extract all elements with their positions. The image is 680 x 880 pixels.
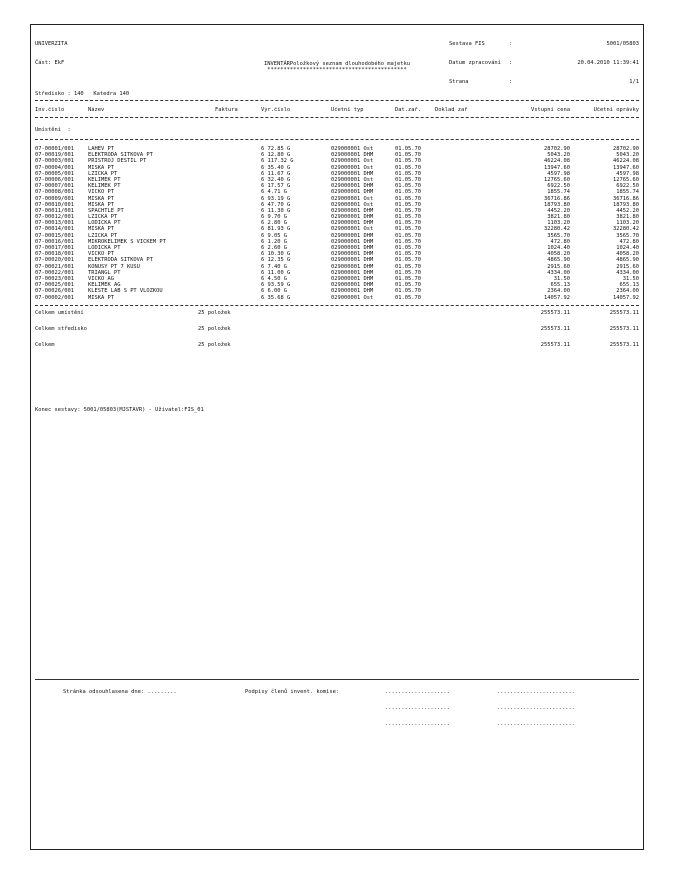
cell-opravky: 4597.98 bbox=[616, 170, 639, 177]
cell-inv: 07-00004/001 bbox=[35, 164, 74, 171]
signature-dots: .................... bbox=[385, 721, 450, 727]
cell-vstupni: 1103.20 bbox=[547, 220, 570, 227]
total-opravky: 255573.11 bbox=[609, 310, 639, 316]
cell-dat: 01.05.70 bbox=[395, 170, 421, 177]
cell-dat: 01.05.70 bbox=[395, 207, 421, 214]
cell-opravky: 5043.20 bbox=[616, 152, 639, 159]
col-header-opravky: Účetní oprávky bbox=[593, 107, 639, 113]
cell-nazev: KELIMEK PT bbox=[88, 183, 121, 190]
cell-opravky: 28702.90 bbox=[613, 146, 639, 152]
cell-opravky: 4058.20 bbox=[616, 251, 639, 258]
total-count: 25 položek bbox=[198, 326, 231, 332]
cell-dat: 01.05.70 bbox=[395, 238, 421, 245]
cell-opravky: 18793.80 bbox=[613, 201, 639, 208]
cell-typ: 029000001 Ost bbox=[331, 158, 374, 165]
cell-typ: 029000001 Ost bbox=[331, 195, 374, 202]
cell-typ: 029000001 DHM bbox=[331, 275, 374, 282]
cell-vyr: 6 6.00 G bbox=[261, 288, 287, 295]
cell-vyr: 6 4.50 G bbox=[261, 275, 287, 282]
cell-nazev: ELEKTRODA SITKOVA PT bbox=[88, 152, 153, 159]
cell-opravky: 46224.08 bbox=[613, 158, 639, 165]
cell-vyr: 6 72.85 G bbox=[261, 146, 291, 152]
cell-nazev: VICKO AG bbox=[88, 275, 114, 282]
cell-vyr: 6 17.57 G bbox=[261, 183, 291, 190]
meta-value: 1/1 bbox=[629, 78, 639, 85]
report-title: INVENTÁRPoložkový seznam dlouhodobého majetku bbox=[263, 61, 411, 67]
divider bbox=[35, 117, 639, 118]
cell-opravky: 655.13 bbox=[619, 282, 639, 289]
signature-divider bbox=[35, 679, 639, 680]
meta-row-sestava bbox=[449, 41, 639, 47]
cell-typ: 029000001 Ost bbox=[331, 201, 374, 208]
cell-vyr: 6 9.05 G bbox=[261, 232, 287, 239]
cell-typ: 029000001 DHM bbox=[331, 282, 374, 289]
cell-vstupni: 4865.90 bbox=[547, 257, 570, 264]
cell-typ: 029000001 DHM bbox=[331, 263, 374, 270]
cell-vyr: 6 35.40 G bbox=[261, 164, 291, 171]
meta-key: Strana bbox=[449, 78, 469, 85]
cell-nazev: SPACHTLE PT bbox=[88, 207, 124, 214]
cell-nazev: TRIANGL PT bbox=[88, 269, 121, 276]
cell-vstupni: 4334.00 bbox=[547, 269, 570, 276]
cell-typ: 029000001 Ost bbox=[331, 164, 374, 171]
cell-nazev: KELIMEK PT bbox=[88, 176, 121, 183]
cell-inv: 07-00017/001 bbox=[35, 245, 74, 251]
cell-vstupni: 2915.60 bbox=[547, 263, 570, 270]
total-vstupni: 255573.11 bbox=[540, 342, 570, 348]
cell-nazev: MISKA PT bbox=[88, 164, 114, 171]
cell-nazev: LODICKA PT bbox=[88, 220, 121, 227]
cell-nazev: MISKA PT bbox=[88, 226, 114, 233]
cell-inv: 07-00016/001 bbox=[35, 238, 74, 245]
cell-vyr: 6 81.93 G bbox=[261, 226, 291, 233]
cell-vstupni: 4058.20 bbox=[547, 251, 570, 258]
cell-vyr: 6 10.30 G bbox=[261, 251, 291, 258]
cell-dat: 01.05.70 bbox=[395, 269, 421, 276]
cell-vyr: 6 11.67 G bbox=[261, 170, 291, 177]
cell-nazev: MISKA PT bbox=[88, 294, 114, 301]
cell-opravky: 13947.60 bbox=[613, 164, 639, 171]
cell-dat: 01.05.70 bbox=[395, 257, 421, 264]
cell-vstupni: 1024.40 bbox=[547, 245, 570, 251]
divider bbox=[35, 100, 639, 101]
signature-dots: ........................ bbox=[497, 721, 575, 727]
cell-opravky: 4334.00 bbox=[616, 269, 639, 276]
umisteni-label: Umístění : bbox=[35, 127, 71, 133]
cell-dat: 01.05.70 bbox=[395, 214, 421, 221]
cell-opravky: 1024.40 bbox=[616, 245, 639, 251]
org-part: Část: EkF bbox=[35, 60, 65, 67]
title-underline: ******************************************* bbox=[267, 67, 407, 73]
meta-colon: : bbox=[509, 41, 513, 48]
total-label: Celkem bbox=[35, 342, 55, 348]
cell-inv: 07-00021/001 bbox=[35, 263, 74, 270]
cell-nazev: LODICKA PT bbox=[88, 245, 121, 251]
cell-typ: 029000001 DHM bbox=[331, 189, 374, 196]
cell-vyr: 6 9.70 G bbox=[261, 214, 287, 221]
cell-inv: 07-00015/001 bbox=[35, 232, 74, 239]
cell-nazev: VICKO PT bbox=[88, 189, 114, 196]
signature-dots: ........................ bbox=[497, 705, 575, 711]
total-count: 25 položek bbox=[198, 342, 231, 348]
approval-date-line: Stránka odsouhlasena dne: ......... bbox=[63, 689, 177, 695]
col-header-vyr: Výr.číslo bbox=[261, 107, 291, 113]
cell-dat: 01.05.70 bbox=[395, 201, 421, 208]
total-opravky: 255573.11 bbox=[609, 342, 639, 348]
cell-nazev: MIKROKELIMEK S VICKEM PT bbox=[88, 238, 166, 245]
cell-inv: 07-00009/001 bbox=[35, 195, 74, 202]
cell-vstupni: 32280.42 bbox=[544, 226, 570, 233]
cell-inv: 07-00008/001 bbox=[35, 189, 74, 196]
cell-vstupni: 2364.00 bbox=[547, 288, 570, 295]
cell-typ: 029000001 DHM bbox=[331, 257, 374, 264]
cell-nazev: LAHEV PT bbox=[88, 146, 114, 152]
meta-value: 5001/05803 bbox=[606, 41, 639, 48]
meta-key: Sestava FIS bbox=[449, 41, 485, 48]
cell-nazev: VICKO PT bbox=[88, 251, 114, 258]
cell-typ: 029000001 Ost bbox=[331, 226, 374, 233]
cell-vstupni: 5043.20 bbox=[547, 152, 570, 159]
cell-inv: 07-00014/001 bbox=[35, 226, 74, 233]
cell-inv: 07-00011/001 bbox=[35, 207, 74, 214]
cell-opravky: 36716.86 bbox=[613, 195, 639, 202]
total-vstupni: 255573.11 bbox=[540, 326, 570, 332]
cell-inv: 07-00005/001 bbox=[35, 170, 74, 177]
cell-typ: 029000001 DHM bbox=[331, 207, 374, 214]
cell-vstupni: 1855.74 bbox=[547, 189, 570, 196]
col-header-inv: Inv.číslo bbox=[35, 107, 65, 113]
cell-inv: 07-00003/001 bbox=[35, 158, 74, 165]
col-header-faktura: Faktura bbox=[215, 107, 238, 113]
cell-vyr: 6 1.20 G bbox=[261, 238, 287, 245]
cell-opravky: 472.80 bbox=[619, 238, 639, 245]
divider bbox=[35, 305, 639, 306]
cell-nazev: LZICKA PT bbox=[88, 232, 118, 239]
cell-inv: 07-00020/001 bbox=[35, 257, 74, 264]
total-opravky: 255573.11 bbox=[609, 326, 639, 332]
meta-key: Datum zpracování bbox=[449, 60, 501, 67]
cell-vstupni: 36716.86 bbox=[544, 195, 570, 202]
cell-dat: 01.05.70 bbox=[395, 275, 421, 282]
cell-inv: 07-00026/001 bbox=[35, 288, 74, 295]
cell-opravky: 6922.50 bbox=[616, 183, 639, 190]
total-count: 25 položek bbox=[198, 310, 231, 316]
cell-vstupni: 4597.98 bbox=[547, 170, 570, 177]
cell-nazev: MISKA PT bbox=[88, 201, 114, 208]
cell-vstupni: 3821.80 bbox=[547, 214, 570, 221]
cell-vyr: 6 7.40 G bbox=[261, 263, 287, 270]
cell-inv: 07-00001/001 bbox=[35, 146, 74, 152]
cell-vyr: 6 2.60 G bbox=[261, 245, 287, 251]
cell-dat: 01.05.70 bbox=[395, 288, 421, 295]
divider bbox=[35, 139, 639, 140]
col-header-doklad: Doklad zař bbox=[435, 107, 468, 113]
cell-dat: 01.05.70 bbox=[395, 183, 421, 190]
cell-dat: 01.05.70 bbox=[395, 282, 421, 289]
report-end-line: Konec sestavy: 5001/05803(MJSTAVR) - Uživatel:FIS_01 bbox=[35, 407, 204, 413]
cell-typ: 029000001 Ost bbox=[331, 176, 374, 183]
cell-vstupni: 18793.80 bbox=[544, 201, 570, 208]
cell-nazev: LZICKA PT bbox=[88, 214, 118, 221]
cell-dat: 01.05.70 bbox=[395, 251, 421, 258]
cell-typ: 029000001 DHM bbox=[331, 251, 374, 258]
cell-typ: 029000001 Ost bbox=[331, 146, 374, 152]
cell-typ: 029000001 DHM bbox=[331, 220, 374, 227]
cell-nazev: PRISTROJ DESTIL PT bbox=[88, 158, 147, 165]
cell-typ: 029000001 DHM bbox=[331, 152, 374, 159]
cell-opravky: 3565.70 bbox=[616, 232, 639, 239]
cell-dat: 01.05.70 bbox=[395, 158, 421, 165]
cell-dat: 01.05.70 bbox=[395, 146, 421, 152]
meta-row-strana bbox=[449, 79, 639, 85]
cell-opravky: 2364.00 bbox=[616, 288, 639, 295]
col-header-typ: Účetní typ bbox=[331, 107, 364, 113]
cell-typ: 029000001 DHM bbox=[331, 214, 374, 221]
cell-typ: 029000001 DHM bbox=[331, 183, 374, 190]
cell-vstupni: 31.50 bbox=[553, 275, 570, 282]
cell-opravky: 4452.20 bbox=[616, 207, 639, 214]
cell-inv: 07-00019/001 bbox=[35, 152, 74, 159]
commission-signatures-label: Podpisy členů invent. komise: bbox=[245, 689, 340, 695]
stredisko-line: Středisko : 140 Katedra 140 bbox=[35, 91, 130, 97]
cell-opravky: 14057.92 bbox=[613, 294, 639, 301]
cell-vyr: 6 93.19 G bbox=[261, 195, 291, 202]
cell-dat: 01.05.70 bbox=[395, 263, 421, 270]
cell-inv: 07-00022/001 bbox=[35, 269, 74, 276]
table-row bbox=[35, 295, 639, 301]
report-page bbox=[30, 24, 644, 850]
cell-vstupni: 14057.92 bbox=[544, 294, 570, 301]
cell-vyr: 6 47.70 G bbox=[261, 201, 291, 208]
cell-opravky: 2915.60 bbox=[616, 263, 639, 270]
cell-vstupni: 6922.50 bbox=[547, 183, 570, 190]
cell-vyr: 6 11.30 G bbox=[261, 207, 291, 214]
cell-typ: 029000001 DHM bbox=[331, 288, 374, 295]
cell-nazev: KELIMEK AG bbox=[88, 282, 121, 289]
total-label: Celkem středisko bbox=[35, 326, 87, 332]
cell-opravky: 31.50 bbox=[622, 275, 639, 282]
cell-opravky: 3821.80 bbox=[616, 214, 639, 221]
col-header-dat: Dat.zař. bbox=[395, 107, 421, 113]
cell-dat: 01.05.70 bbox=[395, 294, 421, 301]
signature-dots: .................... bbox=[385, 689, 450, 695]
meta-colon: : bbox=[509, 78, 513, 85]
meta-value: 20.04.2010 11:39:41 bbox=[577, 60, 639, 67]
asset-table-body bbox=[35, 146, 639, 301]
cell-typ: 029000001 DHM bbox=[331, 170, 374, 177]
cell-vstupni: 655.13 bbox=[550, 282, 570, 289]
cell-vyr: 6 12.35 G bbox=[261, 257, 291, 264]
cell-opravky: 32280.42 bbox=[613, 226, 639, 233]
cell-typ: 029000001 DHM bbox=[331, 232, 374, 239]
cell-vyr: 6 12.80 G bbox=[261, 152, 291, 159]
cell-vstupni: 46224.08 bbox=[544, 158, 570, 165]
cell-vstupni: 472.80 bbox=[550, 238, 570, 245]
cell-inv: 07-00012/001 bbox=[35, 214, 74, 221]
cell-inv: 07-00025/001 bbox=[35, 282, 74, 289]
cell-dat: 01.05.70 bbox=[395, 164, 421, 171]
cell-nazev: LZICKA PT bbox=[88, 170, 118, 177]
cell-nazev: KONUSY PT 7 KUSU bbox=[88, 263, 140, 270]
cell-dat: 01.05.70 bbox=[395, 152, 421, 159]
cell-dat: 01.05.70 bbox=[395, 245, 421, 251]
cell-vstupni: 28702.90 bbox=[544, 146, 570, 152]
cell-vyr: 6 117.32 G bbox=[261, 158, 294, 165]
cell-typ: 029000001 DHM bbox=[331, 269, 374, 276]
cell-inv: 07-00013/001 bbox=[35, 220, 74, 227]
cell-vstupni: 3565.70 bbox=[547, 232, 570, 239]
column-headers bbox=[35, 107, 639, 115]
cell-typ: 029000001 Ost bbox=[331, 294, 374, 301]
cell-dat: 01.05.70 bbox=[395, 189, 421, 196]
cell-vyr: 6 2.80 G bbox=[261, 220, 287, 227]
cell-inv: 07-00002/001 bbox=[35, 294, 74, 301]
signature-dots: .................... bbox=[385, 705, 450, 711]
cell-typ: 029000001 DHM bbox=[331, 245, 374, 251]
col-header-vstupni: Vstupní cena bbox=[531, 107, 570, 113]
cell-inv: 07-00010/001 bbox=[35, 201, 74, 208]
cell-opravky: 1855.74 bbox=[616, 189, 639, 196]
cell-inv: 07-00007/001 bbox=[35, 183, 74, 190]
total-label: Celkem umístění bbox=[35, 310, 84, 316]
cell-nazev: KLESTE LAB S PT VLOZKOU bbox=[88, 288, 163, 295]
col-header-nazev: Název bbox=[88, 107, 105, 113]
cell-dat: 01.05.70 bbox=[395, 220, 421, 227]
cell-dat: 01.05.70 bbox=[395, 232, 421, 239]
cell-inv: 07-00006/001 bbox=[35, 176, 74, 183]
cell-dat: 01.05.70 bbox=[395, 195, 421, 202]
cell-nazev: ELEKTRODA SITKOVA PT bbox=[88, 257, 153, 264]
cell-vyr: 6 11.00 G bbox=[261, 269, 291, 276]
cell-dat: 01.05.70 bbox=[395, 226, 421, 233]
org-name: UNIVERZITA bbox=[35, 41, 68, 48]
meta-colon: : bbox=[509, 60, 513, 67]
cell-opravky: 12765.60 bbox=[613, 176, 639, 183]
signature-dots: ........................ bbox=[497, 689, 575, 695]
cell-vyr: 6 4.71 G bbox=[261, 189, 287, 196]
cell-nazev: MISKA PT bbox=[88, 195, 114, 202]
cell-opravky: 4865.90 bbox=[616, 257, 639, 264]
cell-inv: 07-00023/001 bbox=[35, 275, 74, 282]
cell-vstupni: 13947.60 bbox=[544, 164, 570, 171]
cell-inv: 07-00018/001 bbox=[35, 251, 74, 258]
cell-vstupni: 12765.60 bbox=[544, 176, 570, 183]
total-vstupni: 255573.11 bbox=[540, 310, 570, 316]
cell-vyr: 6 93.59 G bbox=[261, 282, 291, 289]
cell-vyr: 6 35.68 G bbox=[261, 294, 291, 301]
cell-vyr: 6 32.40 G bbox=[261, 176, 291, 183]
cell-dat: 01.05.70 bbox=[395, 176, 421, 183]
cell-opravky: 1103.20 bbox=[616, 220, 639, 227]
cell-vstupni: 4452.20 bbox=[547, 207, 570, 214]
cell-typ: 029000001 DHM bbox=[331, 238, 374, 245]
